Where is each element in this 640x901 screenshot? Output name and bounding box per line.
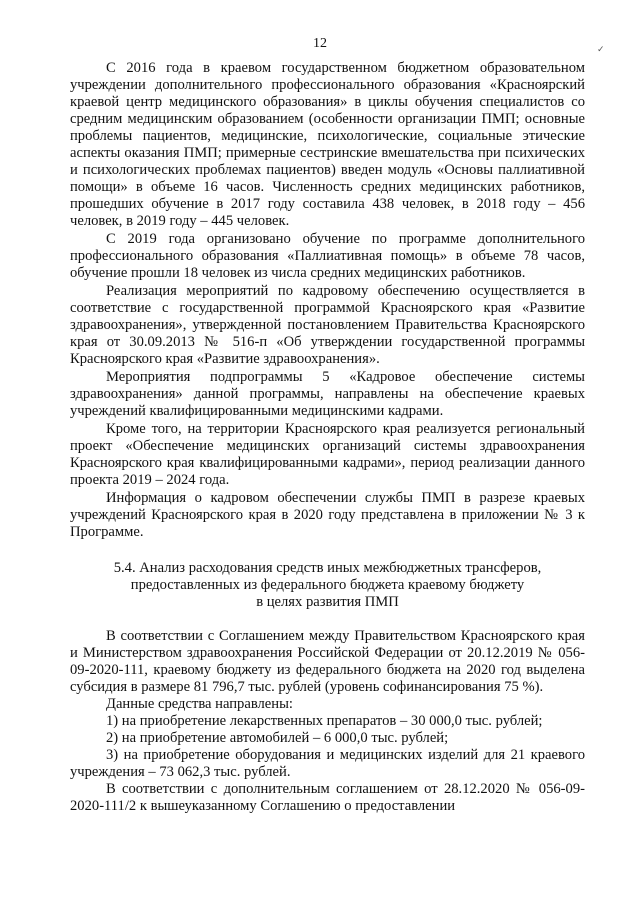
paragraph-regional-project: Кроме того, на территории Красноярского края реализуется региональный проект «Обеспечение медицинских организаций системы здравоохранения Красноярского края квалифицированными кадрами», период реализации данного проекта 2019 – 2024 года.: [70, 421, 585, 488]
paragraph-training-2019: С 2019 года организовано обучение по программе дополнительного профессионального образования «Паллиативная помощь» в объеме 78 часов, обучение прошли 18 человек из числа средних медицинских работников.: [70, 231, 585, 281]
corner-mark: ✓: [597, 44, 605, 54]
page-number: 12: [313, 36, 327, 51]
paragraph-funds-intro: Данные средства направлены:: [106, 696, 293, 712]
paragraph-staffing-info: Информация о кадровом обеспечении службы ПМП в разрезе краевых учреждений Красноярского края в 2020 году представлена в приложении № 3 к Программе.: [70, 490, 585, 540]
section-heading: [70, 560, 585, 611]
section-heading-line: 5.4. Анализ расходования средств иных межбюджетных трансферов,: [113, 560, 542, 576]
section-heading-line: предоставленных из федерального бюджета краевому бюджету: [130, 577, 525, 593]
list-item: 1) на приобретение лекарственных препаратов – 30 000,0 тыс. рублей;: [106, 713, 543, 729]
document-body: [70, 60, 585, 815]
paragraph-additional-agreement: В соответствии с дополнительным соглашением от 28.12.2020 № 056-09-2020-111/2 к вышеуказанному Соглашению о предоставлении: [70, 781, 585, 814]
list-item: 2) на приобретение автомобилей – 6 000,0 тыс. рублей;: [106, 730, 449, 746]
paragraph-training-2016: С 2016 года в краевом государственном бюджетном образовательном учреждении дополнительного профессионального образования «Красноярский краевой центр медицинского образования» в циклы обучения специалистов со средним медицинским образованием (особенности организации ПМП; основные проблемы пациентов, медицинские, психологические, социальные этические аспекты оказания ПМП; примерные сестринские вмешательства при психических и психологических проблемах пациентов) введен модуль «Основы паллиативной помощи» в объеме 16 часов. Численность средних медицинских работников, прошедших обучение в 2017 году составила 438 человек, в 2018 году – 456 человек, в 2019 году – 445 человек.: [70, 60, 585, 229]
section-heading-line: в целях развития ПМП: [256, 594, 399, 610]
paragraph-agreement: В соответствии с Соглашением между Правительством Красноярского края и Министерством здравоохранения Российской Федерации от 20.12.2019 № 056-09-2020-111, краевому бюджету из федерального бюджета на 2020 год выделена субсидия в размере 81 796,7 тыс. рублей (уровень софинансирования 75 %).: [70, 628, 585, 695]
paragraph-staffing-program: Реализация мероприятий по кадровому обеспечению осуществляется в соответствие с государственной программой Красноярского края «Развитие здравоохранения», утвержденной постановлением Правительства Красноярского края от 30.09.2013 № 516-п «Об утверждении государственной программы Красноярского края «Развитие здравоохранения».: [70, 283, 585, 367]
paragraph-subprogram-5: Мероприятия подпрограммы 5 «Кадровое обеспечение системы здравоохранения» данной программы, направлены на обеспечение краевых учреждений квалифицированными медицинскими кадрами.: [70, 369, 585, 419]
list-item: 3) на приобретение оборудования и медицинских изделий для 21 краевого учреждения – 73 062,3 тыс. рублей.: [70, 747, 585, 780]
